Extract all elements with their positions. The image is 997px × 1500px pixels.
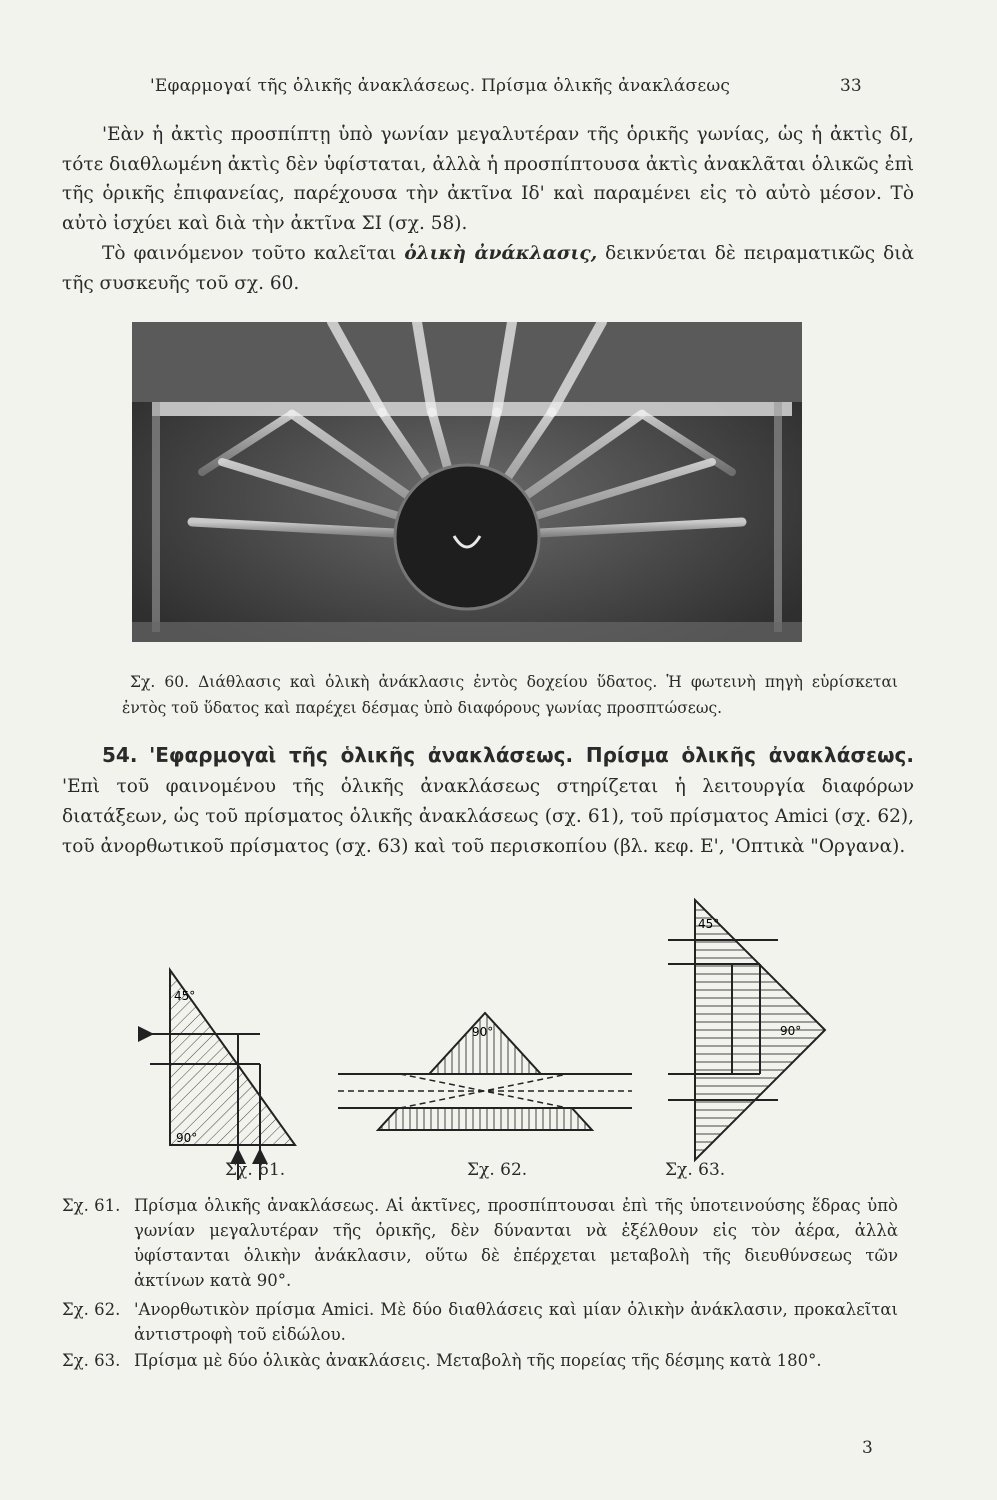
prism-figures — [120, 890, 840, 1190]
figure-63-angle-45: 45° — [698, 917, 720, 931]
section-body: 'Επὶ τοῦ φαινομένου τῆς ὁλικῆς ἀνακλάσεως στηρίζεται ἡ λειτουργία διαφόρων διατάξεων, ὡς τοῦ πρίσματος ὁλικῆς ἀνακλάσεως (σχ. 61), τοῦ πρίσματος Amici (σχ. 62), τοῦ ἀνορθωτικοῦ πρίσματος (σχ. 63) καὶ τοῦ περισκοπίου (βλ. κεφ. Ε', 'Οπτικὰ "Οργανα). — [62, 776, 914, 857]
note-62-number: Σχ. 62. — [62, 1300, 121, 1319]
note-61-number: Σχ. 61. — [62, 1196, 121, 1215]
section-number: 54. — [102, 743, 138, 767]
term-total-reflection: ὁλικὴ ἀνάκλασις, — [404, 243, 598, 264]
figure-60-photo — [132, 322, 802, 642]
note-63-text: Πρίσμα μὲ δύο ὁλικὰς ἀνακλάσεις. Μεταβολὴ τῆς πορείας τῆς δέσμης κατὰ 180°. — [134, 1351, 822, 1370]
figure-61-prism — [150, 970, 295, 1180]
figure-60-caption-line-2: ἐντὸς τοῦ ὕδατος καὶ παρέχει δέσμας ὑπὸ διαφόρους γωνίας προσπτώσεως. — [122, 699, 723, 717]
figure-62-amici-prism — [338, 1013, 632, 1130]
water-tank-light-beams — [132, 322, 802, 642]
running-header-title: 'Εφαρμογαί τῆς ὁλικῆς ἀνακλάσεως. Πρίσμα ὁλικῆς ἀνακλάσεως — [150, 76, 731, 96]
figure-60-caption-line-1: Σχ. 60. Διάθλασις καὶ ὁλικὴ ἀνάκλασις ἐντὸς δοχείου ὕδατος. Ἡ φωτεινὴ πηγὴ εὑρίσκεται — [130, 673, 898, 691]
intro-p2-after: δεικνύεται δὲ πειραματικῶς διὰ τῆς συσκευῆς τοῦ σχ. 60. — [62, 243, 914, 294]
intro-paragraph-2 — [62, 239, 914, 298]
intro-p2-before: Τὸ φαινόμενον τοῦτο καλεῖται — [102, 243, 405, 264]
section-title: 'Εφαρμογαὶ τῆς ὁλικῆς ἀνακλάσεως. Πρίσμα ὁλικῆς ἀνακλάσεως. — [149, 743, 915, 767]
section-54 — [62, 740, 914, 862]
figure-63-prism — [668, 900, 825, 1160]
page-number: 33 — [840, 76, 862, 96]
note-63-number: Σχ. 63. — [62, 1351, 121, 1370]
figure-61-angle-45: 45° — [174, 989, 196, 1003]
note-62-text: 'Ανορθωτικὸν πρίσμα Amici. Μὲ δύο διαθλάσεις καὶ μίαν ὁλικὴν ἀνάκλασιν, προκαλεῖται ἀντιστροφὴ τοῦ εἰδώλου. — [134, 1300, 898, 1344]
figure-62-angle-90: 90° — [472, 1025, 494, 1039]
intro-paragraph-1: 'Εὰν ἡ ἀκτὶς προσπίπτῃ ὑπὸ γωνίαν μεγαλυτέραν τῆς ὁρικῆς γωνίας, ὡς ἡ ἀκτὶς δΙ, τότε διαθλωμένη ἀκτὶς δὲν ὑφίσταται, ἀλλὰ ἡ προσπίπτουσα ἀκτὶς ἀνακλᾶται ὁλικῶς ἐπὶ τῆς ὁρικῆς ἐπιφανείας, παρέχουσα τὴν ἀκτῖνα Ιδ' καὶ παραμένει εἰς τὸ αὐτὸ μέσον. Τὸ αὐτὸ ἰσχύει καὶ διὰ τὴν ἀκτῖνα ΣΙ (σχ. 58). — [62, 124, 914, 234]
note-61-text: Πρίσμα ὁλικῆς ἀνακλάσεως. Αἱ ἀκτῖνες, προσπίπτουσαι ἐπὶ τῆς ὑποτεινούσης ἕδρας ὑπὸ γωνίαν μεγαλυτέραν τῆς ὁρικῆς, δὲν δύνανται νὰ ἐξέλθουν εἰς τὸν ἀέρα, ἀλλὰ ὑφίστανται ὁλικὴν ἀνάκλασιν, οὕτω δὲ ἐπέρχεται μεταβολὴ τῆς διευθύνσεως τῶν ἀκτίνων κατὰ 90°. — [134, 1196, 898, 1290]
figure-61-angle-90: 90° — [176, 1131, 198, 1145]
figure-62-label: Σχ. 62. — [467, 1160, 528, 1180]
figure-63-label: Σχ. 63. — [665, 1160, 726, 1180]
figure-63-angle-90: 90° — [780, 1024, 802, 1038]
signature-mark: 3 — [862, 1438, 873, 1458]
figure-61-label: Σχ. 61. — [225, 1160, 286, 1180]
